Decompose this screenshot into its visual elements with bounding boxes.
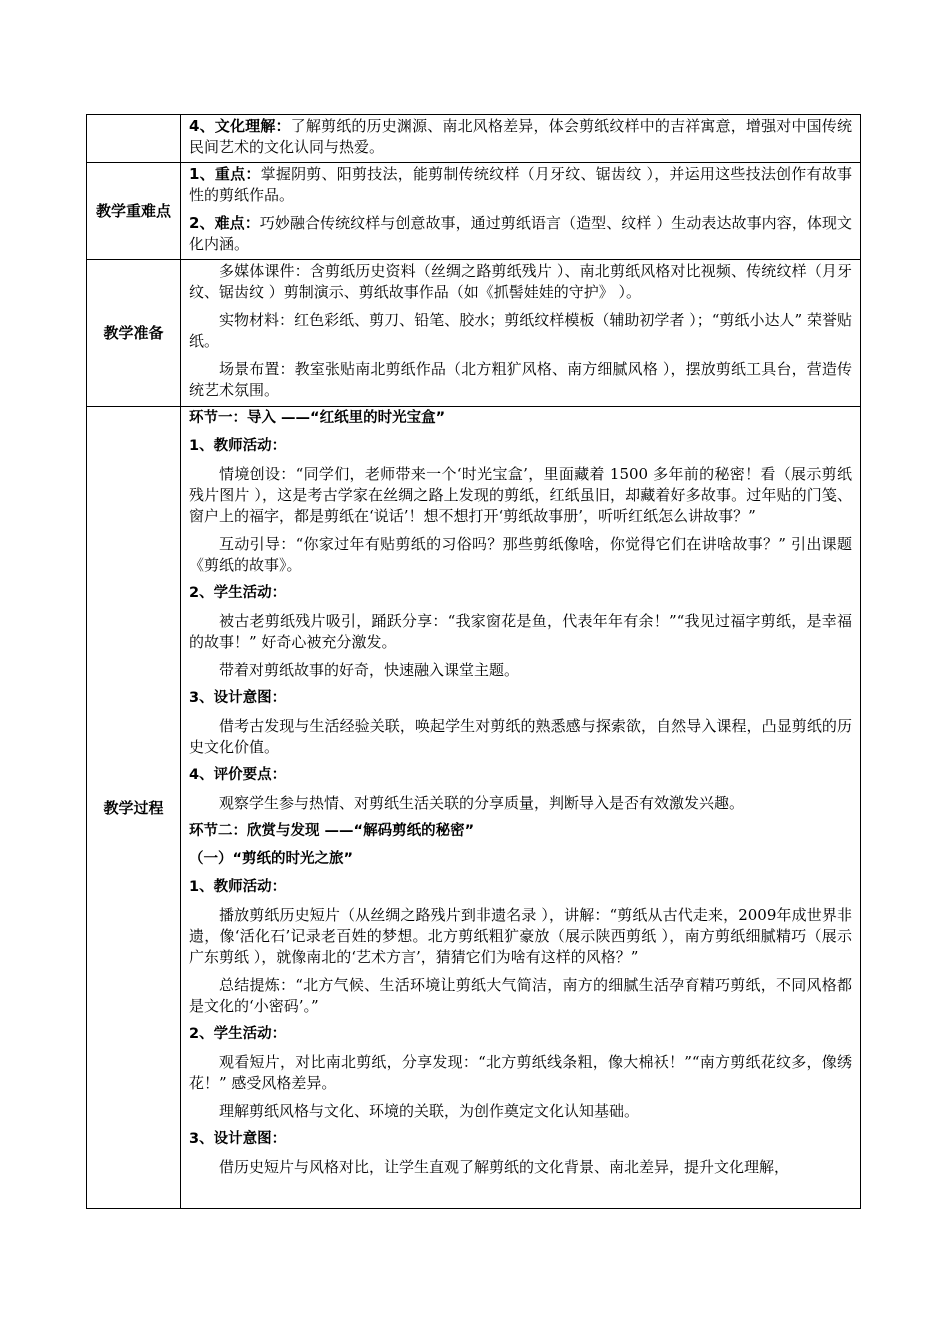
prep-multimedia: 多媒体课件：含剪纸历史资料（丝绸之路剪纸残片 ）、南北剪纸风格对比视频、传统纹样（月牙纹、锯齿纹 ）剪制演示、剪纸故事作品（如《抓髻娃娃的守护》 ）。 [189,262,852,301]
stage2-subtitle: （一）“剪纸的时光之旅” [189,851,354,867]
stage1-teacher-heading: 1、教师活动： [189,438,287,454]
key-points-label: 教学重难点 [87,163,181,260]
row-culture-content [181,115,861,163]
stage2-teacher-heading: 1、教师活动： [189,879,287,895]
stage2-student-p1: 观看短片，对比南北剪纸，分享发现：“北方剪纸线条粗，像大棉袄！”“南方剪纸花纹多，像绣花！” 感受风格差异。 [189,1053,852,1092]
stage1-design-p1: 借考古发现与生活经验关联，唤起学生对剪纸的熟悉感与探索欲，自然导入课程，凸显剪纸的历史文化价值。 [189,717,852,756]
row-culture-label [87,115,181,163]
process-content [181,407,861,1209]
stage2-student-heading: 2、学生活动： [189,1026,287,1042]
stage1-student-p2: 带着对剪纸故事的好奇，快速融入课堂主题。 [219,661,520,679]
key-points-content [181,163,861,260]
prep-label: 教学准备 [87,260,181,407]
stage2-student-p2: 理解剪纸风格与文化、环境的关联，为创作奠定文化认知基础。 [219,1102,640,1120]
row-key-points [87,163,861,260]
lesson-plan-table [86,114,861,1209]
stage1-student-heading: 2、学生活动： [189,585,287,601]
row-prep [87,260,861,407]
prep-materials: 实物材料：红色彩纸、剪刀、铅笔、胶水；剪纸纹样模板（辅助初学者 ）；“剪纸小达人” 荣誉贴纸。 [189,311,852,350]
stage2-design-p1: 借历史短片与风格对比，让学生直观了解剪纸的文化背景、南北差异，提升文化理解， [219,1158,790,1176]
culture-body: 了解剪纸的历史渊源、南北风格差异，体会剪纸纹样中的吉祥寓意，增强对中国传统民间艺术的文化认同与热爱。 [189,117,852,156]
stage1-eval-p1: 观察学生参与热情、对剪纸生活关联的分享质量，判断导入是否有效激发兴趣。 [219,794,745,812]
prep-content [181,260,861,407]
process-label: 教学过程 [87,407,181,1209]
difficulty-head: 2、难点： [189,214,260,232]
difficulty-body: 巧妙融合传统纹样与创意故事，通过剪纸语言（造型、纹样 ）生动表达故事内容，体现文化内涵。 [189,214,853,253]
stage1-teacher-p2: 互动引导：“你家过年有贴剪纸的习俗吗？那些剪纸像啥，你觉得它们在讲啥故事？” 引出课题《剪纸的故事》。 [189,535,852,574]
stage1-student-p1: 被古老剪纸残片吸引，踊跃分享：“我家窗花是鱼，代表年年有余！”“我见过福字剪纸，是幸福的故事！” 好奇心被充分激发。 [189,612,852,651]
stage2-title: 环节二：欣赏与发现 ——“解码剪纸的秘密” [189,823,475,839]
key-point-body: 掌握阴剪、阳剪技法，能剪制传统纹样（月牙纹、锯齿纹 ），并运用这些技法创作有故事性的剪纸作品。 [189,165,852,204]
stage1-design-heading: 3、设计意图： [189,690,287,706]
stage1-eval-heading: 4、评价要点： [189,767,287,783]
stage2-teacher-p1: 播放剪纸历史短片（从丝绸之路残片到非遗名录 ），讲解：“剪纸从古代走来，2009年成世界非遗，像‘活化石’记录老百姓的梦想。北方剪纸粗犷豪放（展示陕西剪纸 ），南方剪纸细腻精巧（展示广东剪纸 ），就像南北的‘艺术方言’，猜猜它们为啥有这样的风格？” [189,906,852,966]
row-process [87,407,861,1209]
key-point-head: 1、重点： [189,165,261,183]
row-culture [87,115,861,163]
stage1-title: 环节一：导入 ——“红纸里的时光宝盒” [189,410,446,426]
culture-head: 4、文化理解： [189,117,291,135]
stage2-teacher-p2: 总结提炼：“北方气候、生活环境让剪纸大气简洁，南方的细腻生活孕育精巧剪纸，不同风格都是文化的‘小密码’。” [189,976,852,1015]
stage1-teacher-p1: 情境创设：“同学们，老师带来一个‘时光宝盒’，里面藏着 1500 多年前的秘密！看（展示剪纸残片图片 ），这是考古学家在丝绸之路上发现的剪纸，红纸虽旧，却藏着好多故事。过年贴的门笺、窗户上的福字，都是剪纸在‘说话’！想不想打开‘剪纸故事册’，听听红纸怎么讲故事？” [189,465,852,525]
prep-setting: 场景布置：教室张贴南北剪纸作品（北方粗犷风格、南方细腻风格 ），摆放剪纸工具台，营造传统艺术氛围。 [189,360,852,399]
stage2-design-heading: 3、设计意图： [189,1131,287,1147]
